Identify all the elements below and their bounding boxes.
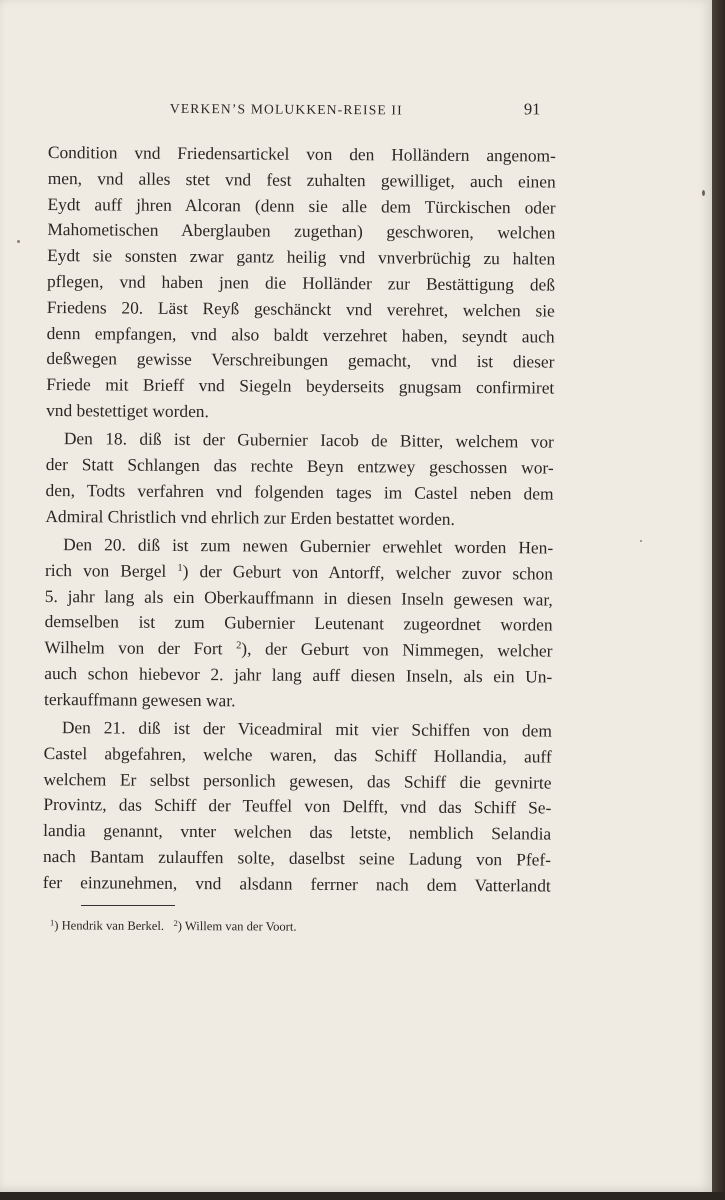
text-line: vnd bestettiget worden. — [46, 399, 209, 422]
text-line: deßwegen gewisse Verschreibungen gemacht, vnd ist dieser — [46, 348, 555, 372]
footnote-reference-1: 1 — [177, 562, 183, 574]
footnote-2: ) Willem van der Voort. — [177, 919, 297, 934]
text-line: auch schon hiebevor 2. jahr lang auff diesen Inseln, als ein Un- — [44, 662, 553, 687]
text-line — [45, 558, 553, 587]
page-number: 91 — [523, 99, 541, 119]
text-segment: ) der Geburt von Antorff, welcher zuvor schon — [182, 560, 554, 584]
footnote-reference-2: 2 — [236, 640, 242, 652]
text-line: terkauffmann gewesen war. — [44, 688, 236, 711]
text-line: Provintz, das Schiff der Teuffel von Delfft, vnd das Schiff Se- — [43, 794, 552, 818]
text-segment: rich von Bergel — [44, 559, 178, 581]
text-line — [44, 635, 552, 664]
paragraph-2 — [45, 426, 554, 533]
footnote-rule — [81, 905, 175, 906]
footnote-1: ) Hendrik van Berkel. — [54, 918, 165, 933]
paragraph-4 — [43, 715, 552, 899]
text-line: pflegen, vnd haben jnen die Holländer zur Bestättigung deß — [46, 270, 556, 295]
footnotes — [50, 918, 297, 934]
paper-speck — [702, 190, 705, 196]
paper-speck — [640, 540, 642, 542]
text-line: Den 21. diß ist der Viceadmiral mit vier Schiffen von dem — [61, 717, 552, 741]
text-line: landia genannt, vnter welchen das letste, nemblich Selandia — [43, 820, 552, 844]
text-segment: Wilhelm von der Fort — [44, 637, 237, 659]
text-line: Friede mit Brieff vnd Siegeln beyderseits gnugsam confirmiret — [46, 374, 555, 398]
text-line: welchem Er selbst personlich gewesen, das Schiff die gevnirte — [43, 768, 552, 793]
text-line: Condition vnd Friedensartickel von den Holländern angenom- — [47, 141, 556, 166]
text-line: fer einzunehmen, vnd alsdann ferrner nach dem Vatterlandt — [42, 871, 551, 896]
text-line: Mahometischen Aberglauben zugethan) geschworen, welchen — [47, 219, 556, 243]
text-line: Den 20. diß ist zum newen Gubernier erwehlet worden Hen- — [63, 534, 554, 558]
text-line: nach Bantam zulauffen solte, daselbst seine Ladung von Pfef- — [42, 845, 552, 870]
text-line: Eydt sie sonsten zwar gantz heilig vnd vnverbrüchig zu halten — [47, 245, 556, 269]
text-segment: ), der Geburt von Nimmegen, welcher — [241, 638, 553, 661]
text-line: demselben ist zum Gubernier Leutenant zugeordnet worden — [44, 611, 553, 635]
running-title: VERKEN’S MOLUKKEN-REISE II — [169, 100, 403, 118]
paragraph-1 — [46, 140, 556, 427]
running-header — [48, 98, 556, 126]
text-line: Eydt auff jhren Alcoran (denn sie alle dem Türckischen oder — [47, 193, 556, 218]
footnote-mark-2: 2 — [173, 918, 178, 929]
body-text — [43, 140, 556, 899]
paper-speck — [17, 240, 20, 243]
text-line: 5. jahr lang als ein Oberkauffmann in diesen Inseln gewesen war, — [44, 585, 553, 610]
paragraph-3 — [44, 532, 553, 716]
text-line: Den 18. diß ist der Gubernier Iacob de Bitter, welchem vor — [63, 428, 554, 452]
text-line: men, vnd alles stet vnd fest zuhalten gewilliget, auch einen — [47, 167, 556, 192]
page-edge-shadow — [712, 0, 725, 1200]
scan-border — [0, 1192, 725, 1200]
text-line: den, Todts verfahren vnd folgenden tages im Castel neben dem — [45, 479, 554, 504]
text-line: Castel abgefahren, welche waren, das Schiff Hollandia, auff — [43, 742, 552, 767]
text-line: denn empfangen, vnd also baldt verzehret haben, seyndt auch — [46, 322, 555, 347]
text-line: der Statt Schlangen das rechte Beyn entzwey geschossen wor- — [45, 454, 554, 478]
text-line: Friedens 20. Läst Reyß geschänckt vnd verehret, welchen sie — [46, 296, 555, 321]
text-line: Admiral Christlich vnd ehrlich zur Erden bestattet worden. — [45, 505, 455, 529]
footnote-mark-1: 1 — [49, 917, 55, 928]
